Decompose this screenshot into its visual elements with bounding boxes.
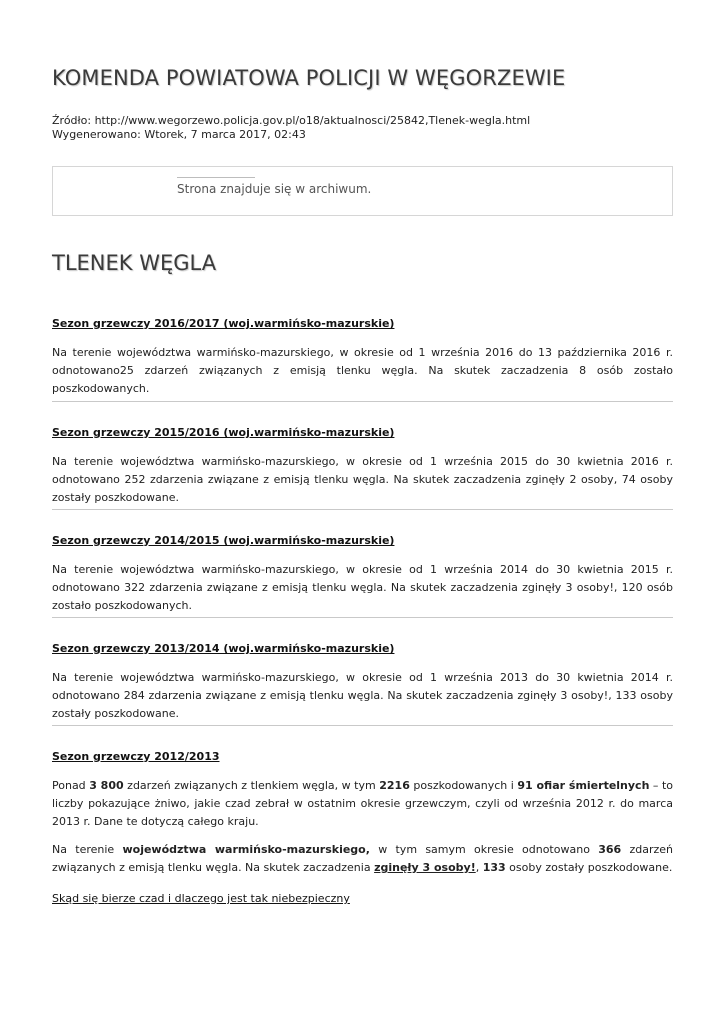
stat-fatalities: 91 ofiar śmiertelnych [517,779,650,792]
section-title: Sezon grzewczy 2014/2015 (woj.warmińsko-mazurskie) [52,534,395,547]
stat-incidents: 3 800 [89,779,124,792]
regional-summary-paragraph: Na terenie województwa warmińsko-mazurskiego, w tym samym okresie odnotowano 366 zdarzeń związanych z emisją tlenku węgla. Na skutek zaczadzenia zginęły 3 osoby!, 133 osoby zostały poszkodowane. [52,843,674,874]
article-title: TLENEK WĘGLA [52,251,217,275]
section-text: Na terenie województwa warmińsko-mazurskiego, w okresie od 1 września 2015 do 30 kwietnia 2016 r. odnotowano 252 zdarzenia związane z emisją tlenku węgla. Na skutek zaczadzenia zginęły 2 osoby, 74 osoby zostały poszkodowane. [52,455,673,504]
season-section-2013-2014 [52,642,673,723]
season-section-2012-2013 [52,750,673,877]
season-section-2015-2016 [52,426,673,507]
region-name: województwa warmińsko-mazurskiego, [122,843,370,856]
section-title: Sezon grzewczy 2015/2016 (woj.warmińsko-mazurskie) [52,426,395,439]
archive-notice-text: Strona znajduje się w archiwum. [177,182,372,196]
section-text: Na terenie województwa warmińsko-mazurskiego, w okresie od 1 września 2014 do 30 kwietnia 2015 r. odnotowano 322 zdarzenia związane z emisją tlenku węgla. Na skutek zaczadzenia zginęły 3 osoby!, 120 osób zostało poszkodowanych. [52,563,673,612]
section-title: Sezon grzewczy 2016/2017 (woj.warmińsko-mazurskie) [52,317,395,330]
source-line: Źródło: http://www.wegorzewo.policja.gov.pl/o18/aktualnosci/25842,Tlenek-wegla.html [52,114,531,127]
section-text: Na terenie województwa warmińsko-mazurskiego, w okresie od 1 września 2016 do 13 października 2016 r. odnotowano25 zdarzeń związanych z emisją tlenku węgla. Na skutek zaczadzenia 8 osób zostało poszkodowanych. [52,346,673,395]
stat-regional-injured: 133 [482,861,506,874]
section-divider [52,401,673,402]
organization-title: KOMENDA POWIATOWA POLICJI W WĘGORZEWIE [52,66,566,90]
stat-regional-deaths: zginęły 3 osoby! [374,861,476,874]
section-divider [52,509,673,510]
section-divider [52,725,673,726]
archive-notice-box [52,166,673,216]
document-meta [52,114,530,142]
archive-notice-rule [177,177,255,178]
section-text: Na terenie województwa warmińsko-mazurskiego, w okresie od 1 września 2013 do 30 kwietnia 2014 r. odnotowano 284 zdarzenia związane z emisją tlenku węgla. Na skutek zaczadzenia zginęły 3 osoby!, 133 osoby zostały poszkodowane. [52,671,673,720]
stat-injured: 2216 [379,779,410,792]
section-title: Sezon grzewczy 2012/2013 [52,750,220,763]
co-danger-info-link[interactable]: Skąd się bierze czad i dlaczego jest tak niebezpieczny [52,892,350,905]
national-summary-paragraph: Ponad 3 800 zdarzeń związanych z tlenkiem węgla, w tym 2216 poszkodowanych i 91 ofiar śmiertelnych – to liczby pokazujące żniwo, jakie czad zebrał w ostatnim okresie grzewczym, czyli od września 2012 r. do marca 2013 r. Dane te dotyczą całego kraju. [52,779,673,828]
generated-line: Wygenerowano: Wtorek, 7 marca 2017, 02:43 [52,128,306,141]
stat-regional-incidents: 366 [598,843,622,856]
section-title: Sezon grzewczy 2013/2014 (woj.warmińsko-mazurskie) [52,642,395,655]
season-section-2016-2017 [52,317,673,398]
season-section-2014-2015 [52,534,673,615]
section-divider [52,617,673,618]
